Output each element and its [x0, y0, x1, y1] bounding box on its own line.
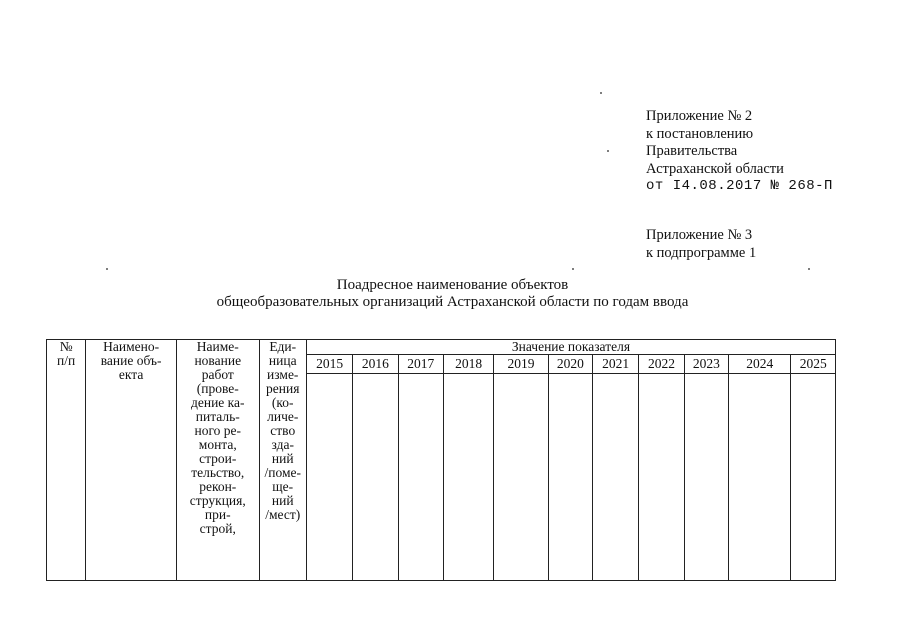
appendix-2-line: Астраханской области [646, 160, 784, 177]
appendix-2-line: к постановлению [646, 125, 754, 142]
objects-table [46, 339, 836, 581]
year-cell: 2024 [729, 355, 791, 374]
year-cell: 2016 [353, 355, 398, 374]
empty-cell [791, 374, 836, 581]
empty-cell [639, 374, 684, 581]
empty-cell [729, 374, 791, 581]
scan-speck [808, 268, 810, 270]
year-cell: 2023 [684, 355, 728, 374]
document-title: Поадресное наименование объектов [336, 277, 569, 293]
header-unit: Еди- ница изме- рения (ко- личе- ство зда- ний /поме- ще- ний /мест) [259, 340, 306, 581]
empty-cell [548, 374, 592, 581]
year-cell: 2020 [548, 355, 592, 374]
appendix-3-block [646, 227, 756, 262]
empty-cell [593, 374, 639, 581]
empty-cell [684, 374, 728, 581]
decree-date-number: от I4.08.2017 № 268-П [646, 178, 833, 194]
year-cell: 2015 [306, 355, 352, 374]
header-object-name: Наимено- вание объ- екта [86, 340, 177, 581]
header-work-type: Наиме- нование работ (прове- дение ка- питаль- ного ре- монта, строи- тельство, рекон- струкция, при- строй, [176, 340, 259, 581]
year-cell: 2022 [639, 355, 684, 374]
appendix-2-block [646, 108, 833, 196]
empty-cell [353, 374, 398, 581]
year-cell: 2017 [398, 355, 443, 374]
empty-cell [494, 374, 548, 581]
scan-speck [607, 150, 609, 152]
empty-cell [443, 374, 493, 581]
document-subtitle: общеобразовательных организаций Астраханской области по годам ввода [216, 294, 689, 310]
appendix-3-line: к подпрограмме 1 [646, 244, 757, 261]
scan-speck [600, 92, 602, 94]
appendix-2-title: Приложение № 2 [646, 108, 753, 124]
year-cell: 2019 [494, 355, 548, 374]
header-indicator-value: Значение показателя [306, 340, 835, 355]
appendix-3-title: Приложение № 3 [646, 227, 753, 243]
scan-speck [106, 268, 108, 270]
year-cell: 2021 [593, 355, 639, 374]
header-row-number: № п/п [47, 340, 86, 581]
year-cell: 2025 [791, 355, 836, 374]
year-cell: 2018 [443, 355, 493, 374]
appendix-2-line: Правительства [646, 143, 738, 159]
empty-cell [398, 374, 443, 581]
scan-speck [572, 268, 574, 270]
empty-cell [306, 374, 352, 581]
